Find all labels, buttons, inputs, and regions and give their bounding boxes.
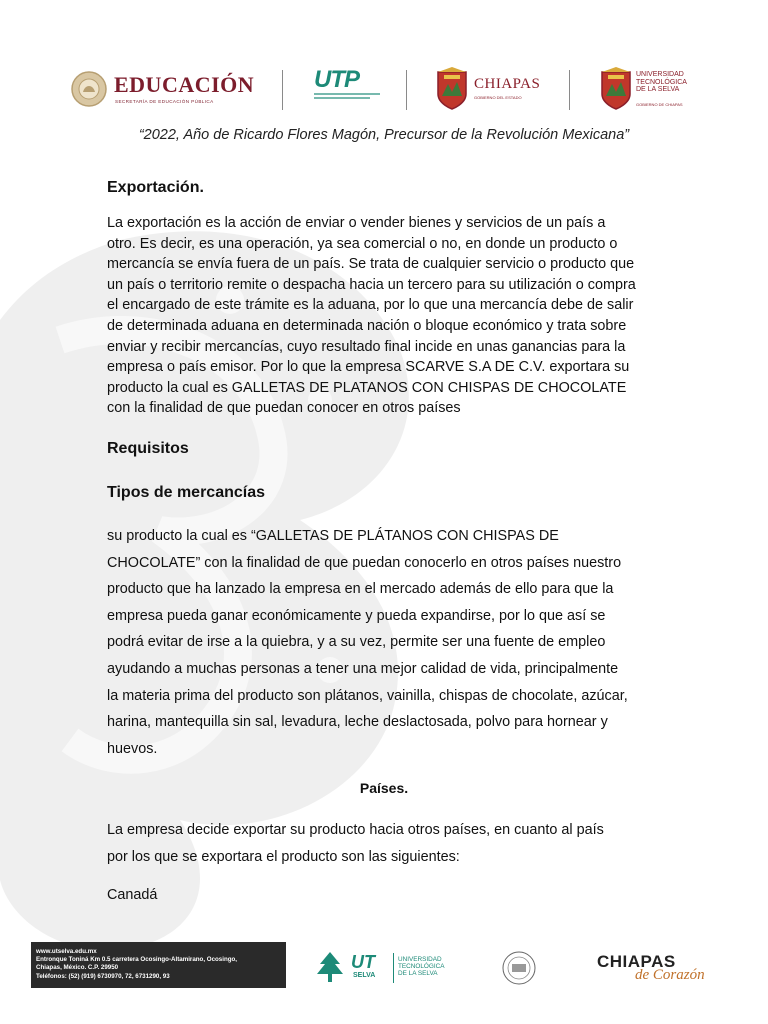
- text-line: empresa pueda ganar económicamente y pueda expandirse, por lo que así se: [107, 607, 606, 624]
- year-motto: “2022, Año de Ricardo Flores Magón, Precursor de la Revolución Mexicana”: [138, 127, 630, 143]
- text-line: por los que se exportara el producto son las siguientes:: [107, 848, 460, 865]
- text-line: CHOCOLATE” con la finalidad de que puedan conocerlo en otros países nuestro: [107, 554, 622, 571]
- footer-contact: [31, 942, 286, 988]
- text-line: enviar y recibir mercancías, cuyo resultado final incide en unas ganancias para la: [107, 338, 626, 355]
- ut-mark: UT: [351, 952, 375, 972]
- logo-divider: [393, 953, 394, 983]
- text-line: producto que ha lanzado la empresa en el mercado además de ello para que la: [107, 581, 614, 598]
- round-seal-icon: [501, 950, 537, 986]
- educacion-subtitle: SECRETARÍA DE EDUCACIÓN PÚBLICA: [115, 99, 214, 104]
- ut-selva-footer-text: [398, 956, 445, 978]
- section-title-tipos: Tipos de mercancías: [107, 484, 265, 501]
- ut-selva-line: DE LA SELVA: [398, 970, 438, 978]
- footer-ut-selva-logo: [313, 950, 453, 986]
- section-title-paises: Países.: [359, 780, 409, 796]
- text-line: su producto la cual es “GALLETAS DE PLÁTANOS CON CHISPAS DE: [107, 528, 559, 544]
- ut-selva-header-logo: [600, 64, 710, 114]
- ut-selva-line: UNIVERSIDAD: [398, 956, 442, 963]
- utp-subtitle-art: [314, 92, 384, 103]
- utp-logo: [314, 68, 384, 114]
- tree-icon: [313, 950, 347, 984]
- text-line: huevos.: [107, 740, 158, 757]
- text-line: con la finalidad de que puedan conocer en otros países: [107, 400, 461, 417]
- text-line: La exportación es la acción de enviar o vender bienes y servicios de un país a: [107, 215, 606, 231]
- text-line: un país o territorio remite o despacha hacia un tercero para su utilización o compra: [107, 276, 636, 293]
- text-line: la materia prima del producto son plátanos, vainilla, chispas de chocolate, azúcar,: [107, 687, 628, 704]
- text-line: podrá evitar de irse a la quiebra, y a su vez, permite ser una fuente de empleo: [107, 634, 606, 651]
- chiapas-subtitle: GOBIERNO DEL ESTADO: [474, 95, 522, 100]
- footer-website[interactable]: www.utselva.edu.mx: [36, 948, 97, 955]
- ut-selva-header-sub: GOBIERNO DE CHIAPAS: [636, 102, 683, 107]
- text-line: empresa o país emisor. Por lo que la empresa SCARVE S.A DE C.V. exportara su: [107, 359, 630, 376]
- paragraph-producto: [107, 523, 667, 762]
- text-line: producto la cual es GALLETAS DE PLATANOS CON CHISPAS DE CHOCOLATE: [107, 379, 627, 396]
- ut-selva-line: UNIVERSIDAD: [636, 71, 684, 78]
- text-line: otro. Es decir, es una operación, ya sea comercial o no, en donde un producto o: [107, 235, 618, 252]
- mexico-seal-icon: [70, 70, 108, 108]
- logo-divider: [406, 70, 407, 110]
- chiapas-title: CHIAPAS: [474, 76, 541, 92]
- text-line: mercancía se envía fuera de un país. Se trata de cualquier servicio o producto que: [107, 256, 635, 273]
- footer-phones: Teléfonos: (52) (919) 6730970, 72, 6731290, 93: [36, 972, 170, 980]
- chiapas-gobierno-logo: [436, 64, 546, 114]
- utp-mark: UTP: [314, 66, 359, 93]
- ut-selva-header-text: [636, 71, 687, 94]
- text-line: harina, mantequilla sin sal, levadura, leche deslactosada, polvo para hornear y: [107, 714, 608, 731]
- country-canada: Canadá: [107, 887, 158, 903]
- educacion-title: EDUCACIÓN: [114, 72, 255, 97]
- chiapas-shield-icon: [436, 66, 468, 110]
- chiapas-corazon-sub: de Corazón: [635, 967, 705, 983]
- logo-divider: [569, 70, 570, 110]
- paragraph-exportacion: [107, 213, 667, 419]
- chiapas-shield-icon: [600, 66, 632, 110]
- header-logos: [70, 62, 708, 118]
- chiapas-de-corazon-logo: [597, 953, 707, 987]
- ut-selva-line: TECNOLÓGICA: [636, 78, 687, 86]
- footer-address: Entronque Toniná Km 0.5 carretera Ocosingo-Altamirano, Ocosingo,: [36, 956, 238, 964]
- footer-address: Chiapas, México. C.P. 29950: [36, 964, 119, 972]
- text-line: La empresa decide exportar su producto hacia otros países, en cuanto al país: [107, 822, 604, 838]
- section-title-requisitos: Requisitos: [107, 440, 189, 457]
- chiapas-corazon-title: CHIAPAS: [597, 952, 676, 971]
- logo-divider: [282, 70, 283, 110]
- ut-selva-line: DE LA SELVA: [636, 86, 680, 93]
- educacion-logo: [70, 66, 270, 114]
- text-line: de determinada aduana en determinada nación o bloque económico y trata sobre: [107, 317, 627, 334]
- section-title-exportacion: Exportación.: [107, 179, 204, 196]
- paragraph-paises: [107, 817, 667, 870]
- text-line: ayudando a muchas personas a tener una mejor calidad de vida, principalmente: [107, 660, 619, 677]
- text-line: el encargado de este trámite es la aduana, por lo que una mercancía debe de salir: [107, 297, 634, 314]
- ut-selva-line: TECNOLÓGICA: [398, 963, 445, 971]
- ut-selva-word: SELVA: [353, 972, 376, 979]
